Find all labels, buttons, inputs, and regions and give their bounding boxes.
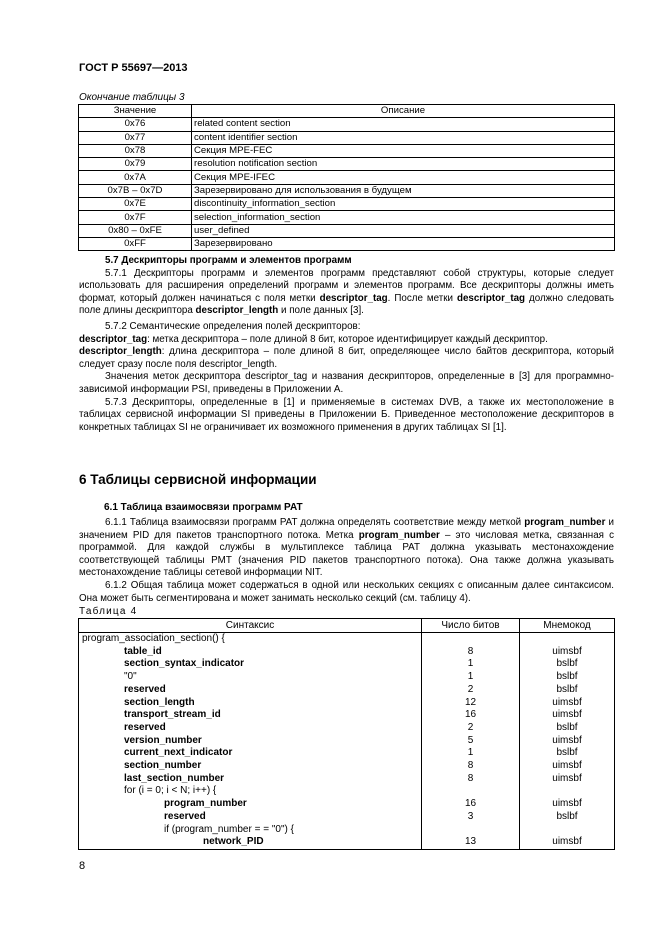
table4-cell-syntax: for (i = 0; i < N; i++) { <box>79 785 422 798</box>
table4-cell-syntax: "0" <box>79 671 422 684</box>
table4-cell-syntax: program_number <box>79 798 422 811</box>
table3-row <box>79 158 615 171</box>
table3-cell-description: discontinuity_information_section <box>192 198 615 211</box>
table3-cell-description: resolution notification section <box>192 158 615 171</box>
para-571: 5.7.1 Дескрипторы программ и элементов программ представляют собой структуры, которые следует использовать для расширения определений программ и элементов программ. Все дескрипторы должны иметь формат, который должен начинаться с поля метки descriptor_tag. После метки descriptor_tag должно следовать поле длины дескриптора descriptor_length и поле данных [3]. <box>79 267 614 317</box>
table4-cell-bits <box>422 785 520 798</box>
table3-row <box>79 118 615 131</box>
table3-header-row <box>79 105 615 118</box>
table4-cell-syntax: current_next_indicator <box>79 747 422 760</box>
section57 <box>79 255 614 434</box>
table4-cell-bits: 1 <box>422 747 520 760</box>
table4-cell-mnemonic: bslbf <box>520 658 615 671</box>
table3-cell-value: 0x7E <box>79 198 192 211</box>
section61-body <box>79 517 614 605</box>
table4-cell-bits: 12 <box>422 697 520 710</box>
document-header: ГОСТ Р 55697—2013 <box>79 62 188 74</box>
table4-cell-mnemonic: bslbf <box>520 747 615 760</box>
para-611: 6.1.1 Таблица взаимосвязи программ PAT должна определять соответствие между меткой program_number и значением PID для пакетов транспортного потока. Метка program_number – это числовая метка, связанная с программой. Для каждой службы в мультиплексе таблица PAT должна указывать местонахождение соответствующей таблицы PMT (значения PID пакетов транспортного потока). Она также должна указывать местонахождение таблицы сетевой информации NIT. <box>79 517 615 579</box>
table4-row <box>79 671 615 684</box>
table4-cell-bits: 3 <box>422 811 520 824</box>
page-number: 8 <box>79 860 86 872</box>
table4-cell-syntax: if (program_number = = "0") { <box>79 824 422 837</box>
table4-cell-mnemonic: bslbf <box>520 722 615 735</box>
table4-cell-bits <box>422 633 520 646</box>
table4-row <box>79 709 615 722</box>
table4-cell-mnemonic: bslbf <box>520 811 615 824</box>
table3-cell-value: 0x77 <box>79 131 192 144</box>
table4-col-bits: Число битов <box>422 619 520 633</box>
table3-cell-value: 0x80 – 0xFE <box>79 224 192 237</box>
table3-continuation-label: Окончание таблицы 3 <box>79 92 185 103</box>
table4-cell-syntax: reserved <box>79 722 422 735</box>
table4-row <box>79 747 615 760</box>
table4-cell-bits: 1 <box>422 671 520 684</box>
table4-cell-bits: 2 <box>422 722 520 735</box>
table4-row <box>79 785 615 798</box>
table3-row <box>79 171 615 184</box>
table4-cell-syntax: reserved <box>79 811 422 824</box>
table4-cell-mnemonic: uimsbf <box>520 735 615 748</box>
section57-heading: 5.7 Дескрипторы программ и элементов программ <box>105 255 352 266</box>
table4-cell-mnemonic <box>520 633 615 646</box>
table4-cell-mnemonic: uimsbf <box>520 709 615 722</box>
table4-cell-syntax: network_PID <box>79 836 422 849</box>
table4-cell-mnemonic: uimsbf <box>520 798 615 811</box>
table4-cell-syntax: last_section_number <box>79 773 422 786</box>
table4-row <box>79 798 615 811</box>
table4-cell-bits: 5 <box>422 735 520 748</box>
table4-cell-syntax: reserved <box>79 684 422 697</box>
para-612: 6.1.2 Общая таблица может содержаться в одной или нескольких секциях с описанным далее синтаксисом. Она может быть сегментирована и может занимать несколько секций (см. таблицу 4). <box>79 579 614 604</box>
table4-cell-syntax: program_association_section() { <box>79 633 422 646</box>
table3-cell-description: Секция MPE-FEC <box>192 144 615 157</box>
table4-cell-mnemonic: uimsbf <box>520 646 615 659</box>
section6-heading: 6 Таблицы сервисной информации <box>79 472 317 487</box>
table4-row <box>79 697 615 710</box>
table4-cell-bits: 2 <box>422 684 520 697</box>
table4-col-syntax: Синтаксис <box>79 619 422 633</box>
table3-col-value: Значение <box>79 105 192 118</box>
table4-cell-bits <box>422 824 520 837</box>
para-572: 5.7.2 Семантические определения полей дескрипторов: <box>105 320 361 332</box>
table4-cell-syntax: version_number <box>79 735 422 748</box>
table4-cell-mnemonic: bslbf <box>520 684 615 697</box>
table4-cell-syntax: section_length <box>79 697 422 710</box>
table3-cell-value: 0x78 <box>79 144 192 157</box>
table4-cell-mnemonic: uimsbf <box>520 773 615 786</box>
def-descriptor-tag: descriptor_tag: метка дескриптора – поле длиной 8 бит, которое идентифицирует каждый дескриптор. <box>79 333 548 345</box>
table4-cell-mnemonic <box>520 824 615 837</box>
table3-cell-value: 0x7B – 0x7D <box>79 184 192 197</box>
table4-cell-syntax: section_number <box>79 760 422 773</box>
table4-row <box>79 646 615 659</box>
table3-row <box>79 131 615 144</box>
table4-cell-mnemonic <box>520 785 615 798</box>
table4-cell-bits: 8 <box>422 773 520 786</box>
table3-cell-description: Зарезервировано для использования в будущем <box>192 184 615 197</box>
table3-cell-value: 0x76 <box>79 118 192 131</box>
para-values: Значения меток дескриптора descriptor_tag и названия дескрипторов, определенные в [3] для программно-зависимой информации PSI, приведены в Приложении А. <box>79 371 614 395</box>
table3-cell-value: 0x7A <box>79 171 192 184</box>
table4-cell-bits: 8 <box>422 646 520 659</box>
table3-cell-description: Секция MPE-IFEC <box>192 171 615 184</box>
section61-heading: 6.1 Таблица взаимосвязи программ PAT <box>104 502 303 513</box>
table4-row <box>79 735 615 748</box>
table3-row <box>79 224 615 237</box>
table3-cell-value: 0xFF <box>79 237 192 250</box>
table4-row <box>79 658 615 671</box>
table4-label: Таблица 4 <box>79 606 138 617</box>
table4-row <box>79 836 615 849</box>
table4-cell-bits: 8 <box>422 760 520 773</box>
table4-cell-bits: 1 <box>422 658 520 671</box>
table3-cell-description: related content section <box>192 118 615 131</box>
table4-row <box>79 633 615 646</box>
table4-cell-syntax: transport_stream_id <box>79 709 422 722</box>
table4-row <box>79 722 615 735</box>
table3-cell-description: selection_information_section <box>192 211 615 224</box>
table3-row <box>79 184 615 197</box>
table3-cell-description: Зарезервировано <box>192 237 615 250</box>
table4-row <box>79 684 615 697</box>
table4-cell-bits: 16 <box>422 798 520 811</box>
table4-row <box>79 824 615 837</box>
def-descriptor-length: descriptor_length: длина дескриптора – поле длиной 8 бит, определяющее число байтов дескриптора, который следует сразу после поля descriptor_length. <box>79 346 614 370</box>
table4-row <box>79 811 615 824</box>
table3-cell-value: 0x7F <box>79 211 192 224</box>
table4-col-mnemonic: Мнемокод <box>520 619 615 633</box>
table3-row <box>79 198 615 211</box>
table3-row <box>79 211 615 224</box>
table4-header-row <box>79 619 615 633</box>
table4-cell-syntax: table_id <box>79 646 422 659</box>
table4-cell-syntax: section_syntax_indicator <box>79 658 422 671</box>
table3-row <box>79 144 615 157</box>
table3-col-description: Описание <box>192 105 615 118</box>
table3 <box>78 104 615 251</box>
table3-cell-description: user_defined <box>192 224 615 237</box>
table4-cell-mnemonic: bslbf <box>520 671 615 684</box>
table3-cell-value: 0x79 <box>79 158 192 171</box>
table4-cell-bits: 13 <box>422 836 520 849</box>
table4-row <box>79 773 615 786</box>
table3-cell-description: content identifier section <box>192 131 615 144</box>
table3-row <box>79 237 615 250</box>
table4-cell-mnemonic: uimsbf <box>520 760 615 773</box>
table4-cell-mnemonic: uimsbf <box>520 836 615 849</box>
table4-cell-bits: 16 <box>422 709 520 722</box>
table4-cell-mnemonic: uimsbf <box>520 697 615 710</box>
table4 <box>78 618 615 850</box>
para-573: 5.7.3 Дескрипторы, определенные в [1] и применяемые в системах DVB, а также их местоположение в таблицах сервисной информации SI приведены в Приложении Б. Приведенное местоположение дескрипторов в конкретных таблицах SI не ограничивает их возможного применения в других таблицах SI [1]. <box>79 396 614 433</box>
table4-row <box>79 760 615 773</box>
